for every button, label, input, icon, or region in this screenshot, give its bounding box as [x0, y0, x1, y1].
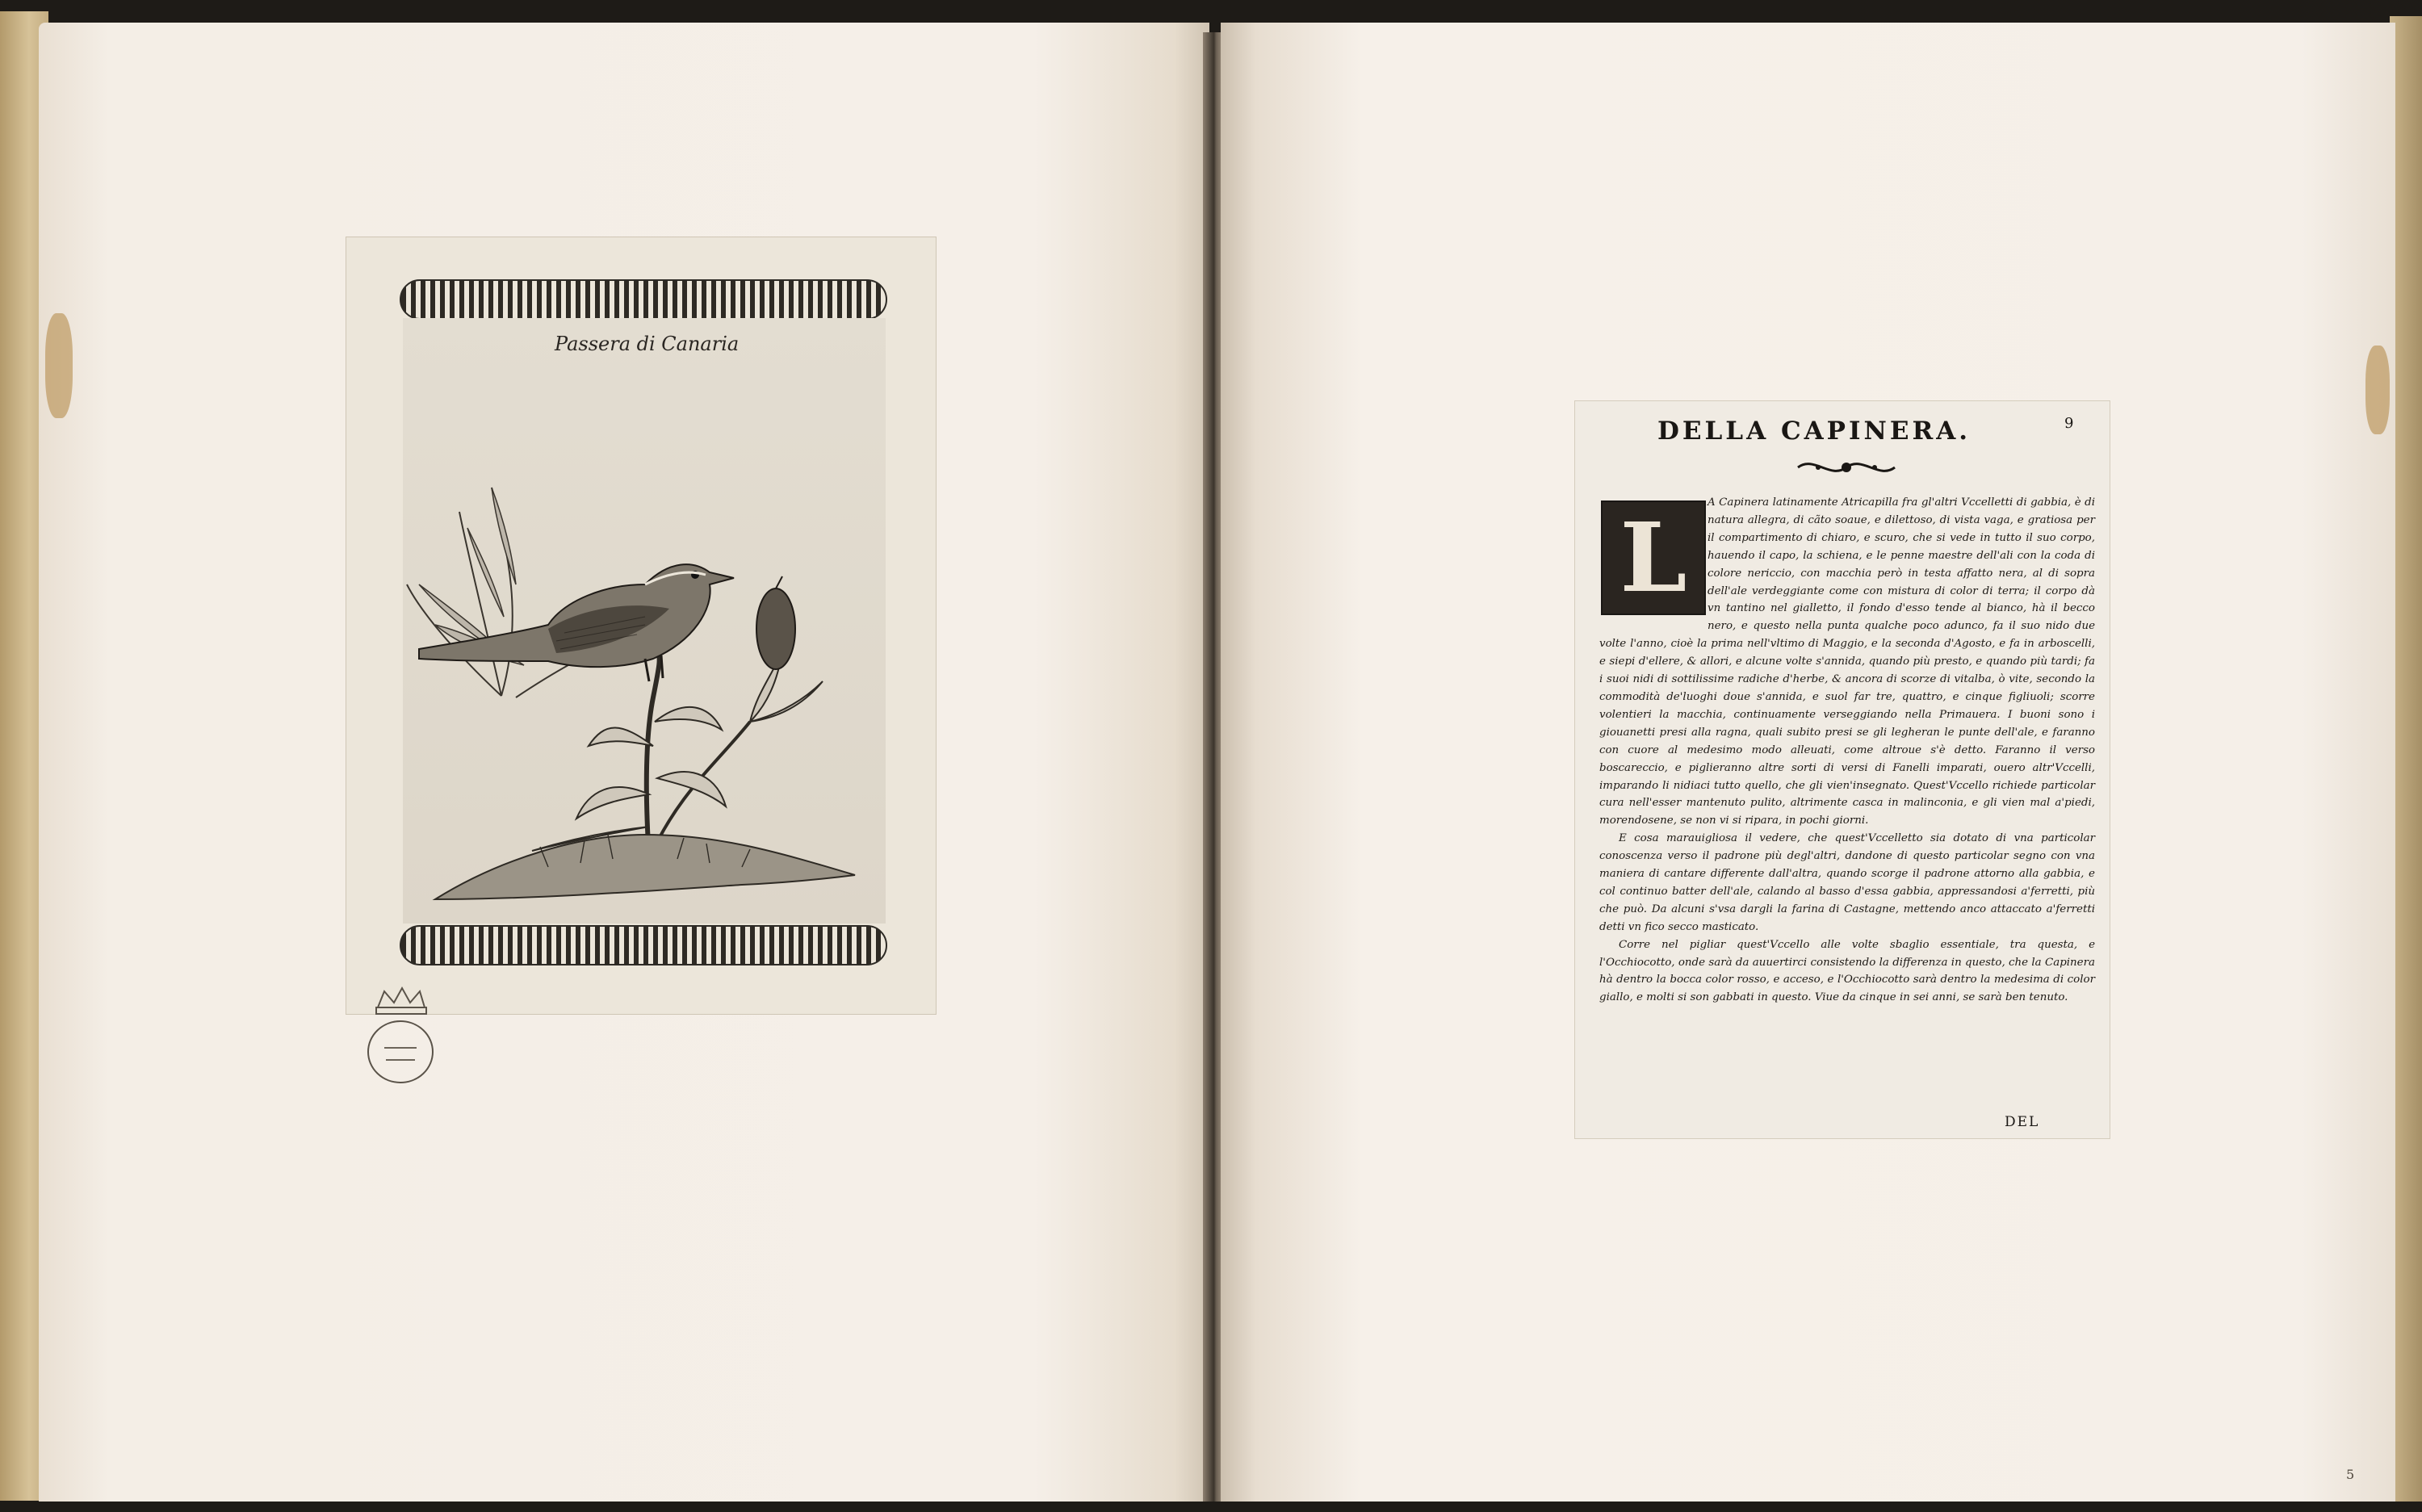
folio-number: 5	[2346, 1467, 2355, 1482]
library-stamp	[362, 983, 434, 1096]
top-ornament-band	[400, 279, 887, 320]
paragraph: Corre nel pigliar quest'Vccello alle volte sbaglio essentiale, tra questa, e l'Occhiocotto, onde sarà da auuertirci consistendo la differenza in questo, che la Capinera hà dentro la bocca color rosso, e acceso, e l'Occhiocotto sarà dentro la medesima di color giallo, e molti si son gabbati in questo. Viue da cinque in sei anni, se sarà ben tenuto.	[1599, 938, 2095, 1004]
catchword: DEL	[2005, 1114, 2040, 1130]
foxing-stain	[45, 313, 73, 418]
plate-caption: Passera di Canaria	[555, 333, 740, 355]
foxing-stain	[2365, 346, 2390, 434]
paragraph: E cosa marauigliosa il vedere, che quest'Vccelletto sia dotato di vna particolar conoscenza verso il padrone più degl'altri, dandone di questo particolar segno con vna maniera di cantare differente dall'altra, quando scorge il padrone attorno alla gabbia, e col continuo batter dell'ale, calando al basso d'essa gabbia, appressandosi a'ferretti, più che può. Da alcuni s'vsa dargli la farina di Castagne, mettendo anco attaccato a'ferretti detti vn fico secco masticato.	[1599, 832, 2095, 933]
page-number: 9	[2064, 415, 2074, 432]
headpiece-ornament-icon	[1794, 455, 1899, 480]
initial-letter: L	[1620, 501, 1687, 614]
text-plate	[1588, 407, 2105, 1133]
body-text	[1599, 494, 2095, 1007]
bottom-ornament-band	[400, 925, 887, 965]
bird-engraving	[403, 342, 887, 907]
paragraph: A Capinera latinamente Atricapilla fra gl'altri Vccelletti di gabbia, è di natura allegra, di cãto soaue, e dilettoso, di vista vaga, e gratiosa per il compartimento di chiaro, e scuro, che si vede in tutto il suo corpo, hauendo il capo, la schiena, e le penne maestre dell'ali con la coda di colore nericcio, con macchia però in testa affatto nera, al di sopra dell'ale verdeggiante come con mistura di color di terra; il corpo dà vn tantino nel gialletto, il fondo d'esso tende al bianco, hà il becco nero, e questo nella punta qualche poco adunco, fa il suo nido due volte l'anno, cioè la prima nell'vltimo di Maggio, e la seconda d'Agosto, e fa in arboscelli, e siepi d'ellere, & allori, e alcune volte s'annida, quando più presto, e quando più tardi; fa i suoi nidi di sottilissime radiche d'herbe, & ancora di scorze di vitalba, ò vite, secondo la commodità de'luoghi doue s'annida, e suol far tre, quattro, e cinque figliuoli; scorre volentieri la macchia, continuamente verseggiando nella Primauera. I buoni sono i giouanetti presi alla ragna, quali subito presi se gli legheran le punte dell'ale, e faranno con cuore al medesimo modo alleuati, come altroue s'è detto. Faranno il verso boscareccio, e piglieranno altre sorti di versi di Fanelli imparati, ouero altr'Vccelli, imparando li nidiaci tutto quello, che gli vien'insegnato. Quest'Vccello richiede particolar cura nell'esser mantenuto pulito, altrimente casca in malinconia, e gli vien mal a'piedi, morendosene, se non vi si ripara, in pochi giorni.	[1599, 496, 2095, 827]
engraving-plate	[346, 237, 937, 1015]
chapter-heading: DELLA CAPINERA.	[1657, 417, 1972, 446]
